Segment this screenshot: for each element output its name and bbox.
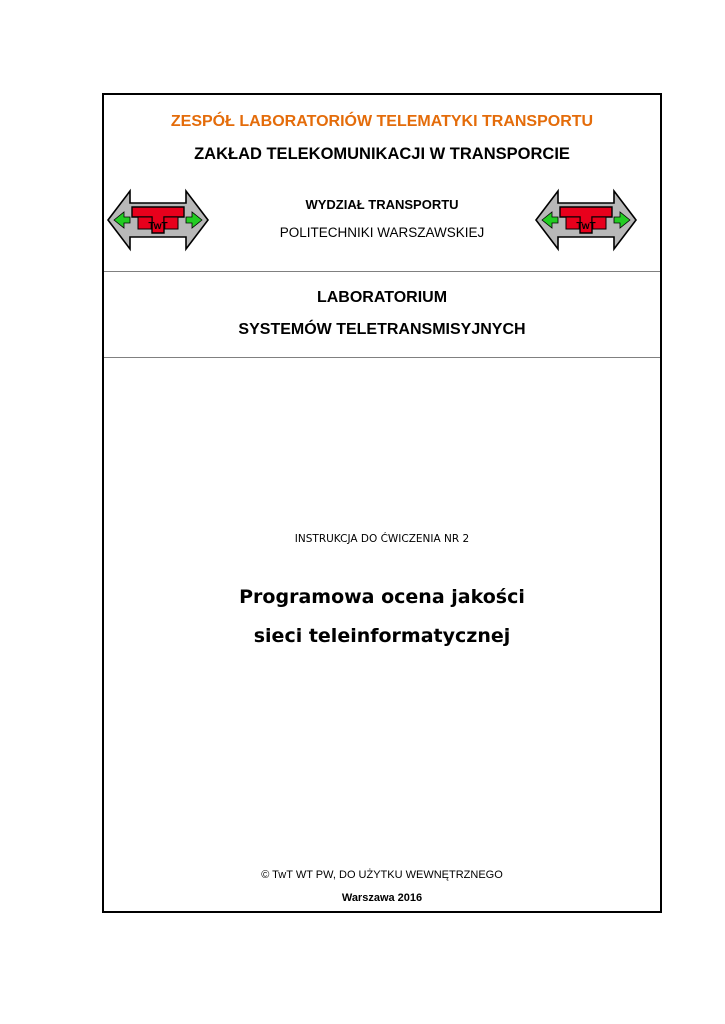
page-frame [102, 93, 662, 913]
lab-subtitle: SYSTEMÓW TELETRANSMISYJNYCH [238, 321, 526, 338]
university-title: POLITECHNIKI WARSZAWSKIEJ [279, 225, 485, 240]
institute-title: ZAKŁAD TELEKOMUNIKACJI W TRANSPORCIE [194, 145, 570, 163]
twt-logo-left [106, 187, 210, 253]
lab-title: LABORATORIUM [316, 289, 448, 306]
instruction-label: INSTRUKCJA DO ĆWICZENIA NR 2 [294, 533, 470, 545]
logo-text: TwT [576, 221, 596, 232]
faculty-title: WYDZIAŁ TRANSPORTU [305, 197, 459, 212]
copyright-note: © TwT WT PW, DO UŻYTKU WEWNĘTRZNEGO [261, 869, 503, 881]
twt-logo-right [534, 187, 638, 253]
lab-section [104, 271, 660, 358]
city-year: Warszawa 2016 [341, 892, 423, 904]
exercise-title-line1: Programowa ocena jakości [239, 586, 525, 608]
department-title: ZESPÓŁ LABORATORIÓW TELEMATYKI TRANSPORTU [170, 113, 594, 130]
header-section [104, 95, 660, 272]
exercise-title-line2: sieci teleinformatycznej [253, 625, 511, 647]
logo-text: TwT [148, 221, 168, 232]
